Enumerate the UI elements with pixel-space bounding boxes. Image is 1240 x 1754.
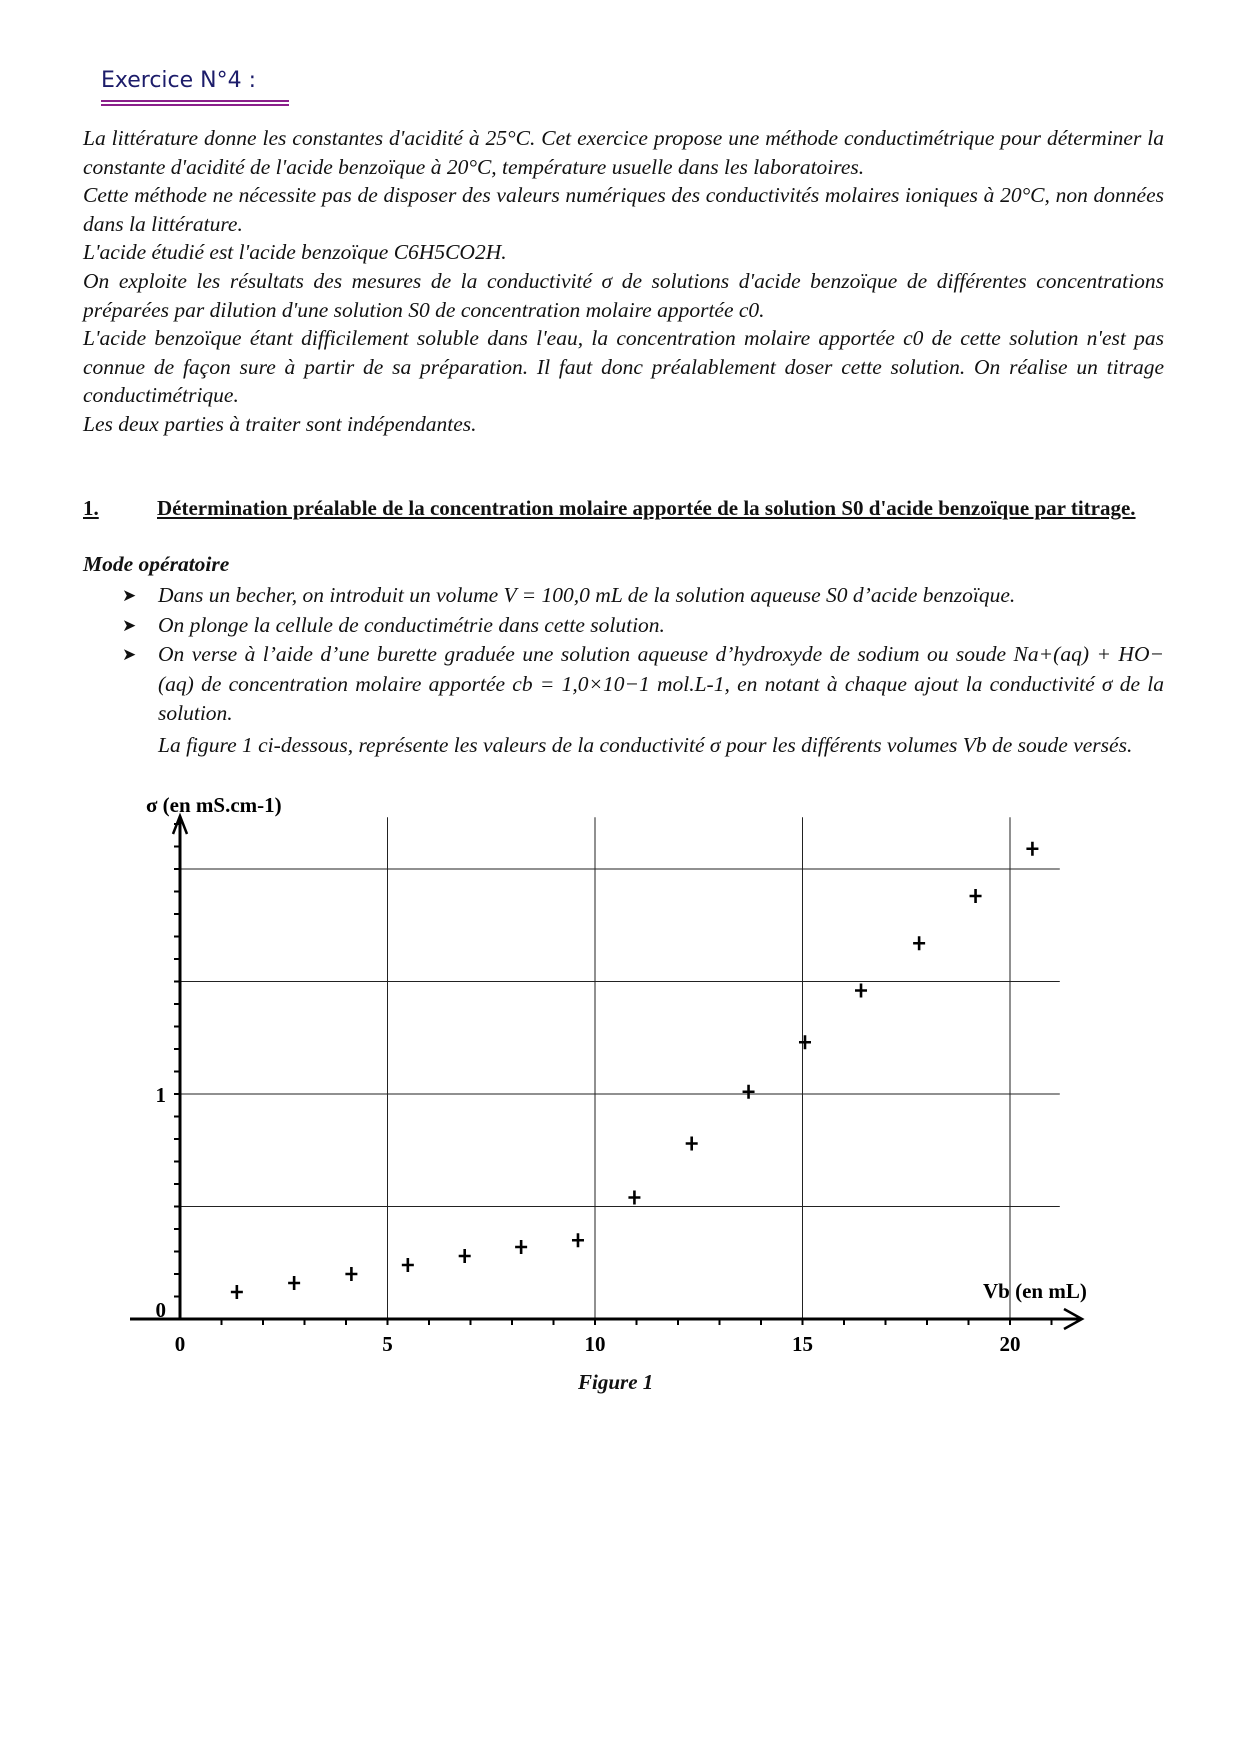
x-tick-label: 15 xyxy=(792,1332,813,1356)
section-title: Détermination préalable de la concentration molaire apportée de la solution S0 d'acide benzoïque par titrage. xyxy=(157,496,1136,520)
data-point xyxy=(855,984,867,998)
bullet-continuation: La figure 1 ci-dessous, représente les valeurs de la conductivité σ pour les différents volumes Vb de soude versés. xyxy=(158,732,1133,757)
bullet-text: Dans un becher, on introduit un volume V = 100,0 mL de la solution aqueuse S0 d’acide benzoïque. xyxy=(158,583,1016,607)
data-point xyxy=(515,1240,527,1254)
data-point xyxy=(345,1267,357,1281)
intro-paragraph: L'acide étudié est l'acide benzoïque C6H5CO2H. xyxy=(83,240,507,265)
mode-heading: Mode opératoire xyxy=(83,552,230,576)
data-point xyxy=(231,1285,243,1299)
data-point xyxy=(572,1233,584,1247)
intro-paragraph: Cette méthode ne nécessite pas de disposer des valeurs numériques des conductivités molaires ioniques à 20°C, non données dans la littérature. xyxy=(83,183,1164,236)
bullet-text: On plonge la cellule de conductimétrie dans cette solution. xyxy=(158,612,665,637)
data-points xyxy=(231,842,1039,1299)
intro-paragraph: L'acide benzoïque étant difficilement soluble dans l'eau, la concentration molaire apportée c0 de cette solution n'est pas connue de façon sure à partir de sa préparation. Il faut donc préalablement doser cette solution. On réalise un titrage conductimétrique. xyxy=(83,326,1164,408)
data-point xyxy=(686,1137,698,1151)
x-axis-label: Vb (en mL) xyxy=(983,1279,1087,1303)
data-point xyxy=(628,1191,640,1205)
data-point xyxy=(799,1035,811,1049)
x-tick-label: 0 xyxy=(174,1332,186,1356)
intro-paragraph: La littérature donne les constantes d'acidité à 25°C. Cet exercice propose une méthode conductimétrique pour déterminer la constante d'acidité de l'acide benzoïque à 20°C, température usuelle dans les laboratoires. xyxy=(83,126,1164,179)
grid xyxy=(180,817,1060,1319)
data-point xyxy=(402,1258,414,1272)
arrow-bullet-icon: ➤ xyxy=(122,615,137,635)
bullet-text: On verse à l’aide d’une burette graduée une solution aqueuse d’hydroxyde de sodium ou soude Na+(aq) + HO−(aq) de concentration molaire apportée cb = 1,0×10−1 mol.L-1, en notant à chaque ajout la conductivité σ de la solution. xyxy=(158,642,1164,725)
figure-caption: Figure 1 xyxy=(578,1370,654,1394)
exercise-title: Exercice N°4 : xyxy=(101,68,257,93)
y-tick-label: 1 xyxy=(155,1083,166,1107)
section-number: 1. xyxy=(83,496,99,520)
data-point xyxy=(913,936,925,950)
y-axis-label: σ (en mS.cm-1) xyxy=(146,793,282,817)
intro-paragraph: On exploite les résultats des mesures de la conductivité σ de solutions d'acide benzoïque de différentes concentrations préparées par dilution d'une solution S0 de concentration molaire apportée c0. xyxy=(83,268,1164,322)
arrow-bullet-icon: ➤ xyxy=(122,645,137,664)
x-tick-label: 10 xyxy=(584,1332,606,1356)
data-point xyxy=(288,1276,300,1290)
data-point xyxy=(743,1085,755,1099)
data-point xyxy=(970,889,982,903)
axes xyxy=(130,816,1082,1356)
data-point xyxy=(459,1249,471,1263)
intro-paragraph: Les deux parties à traiter sont indépendantes. xyxy=(83,411,477,436)
x-tick-label: 5 xyxy=(382,1332,393,1356)
y-tick-label: 0 xyxy=(155,1298,166,1322)
data-point xyxy=(1026,842,1038,856)
arrow-bullet-icon: ➤ xyxy=(122,586,137,605)
x-tick-label: 20 xyxy=(999,1332,1021,1356)
